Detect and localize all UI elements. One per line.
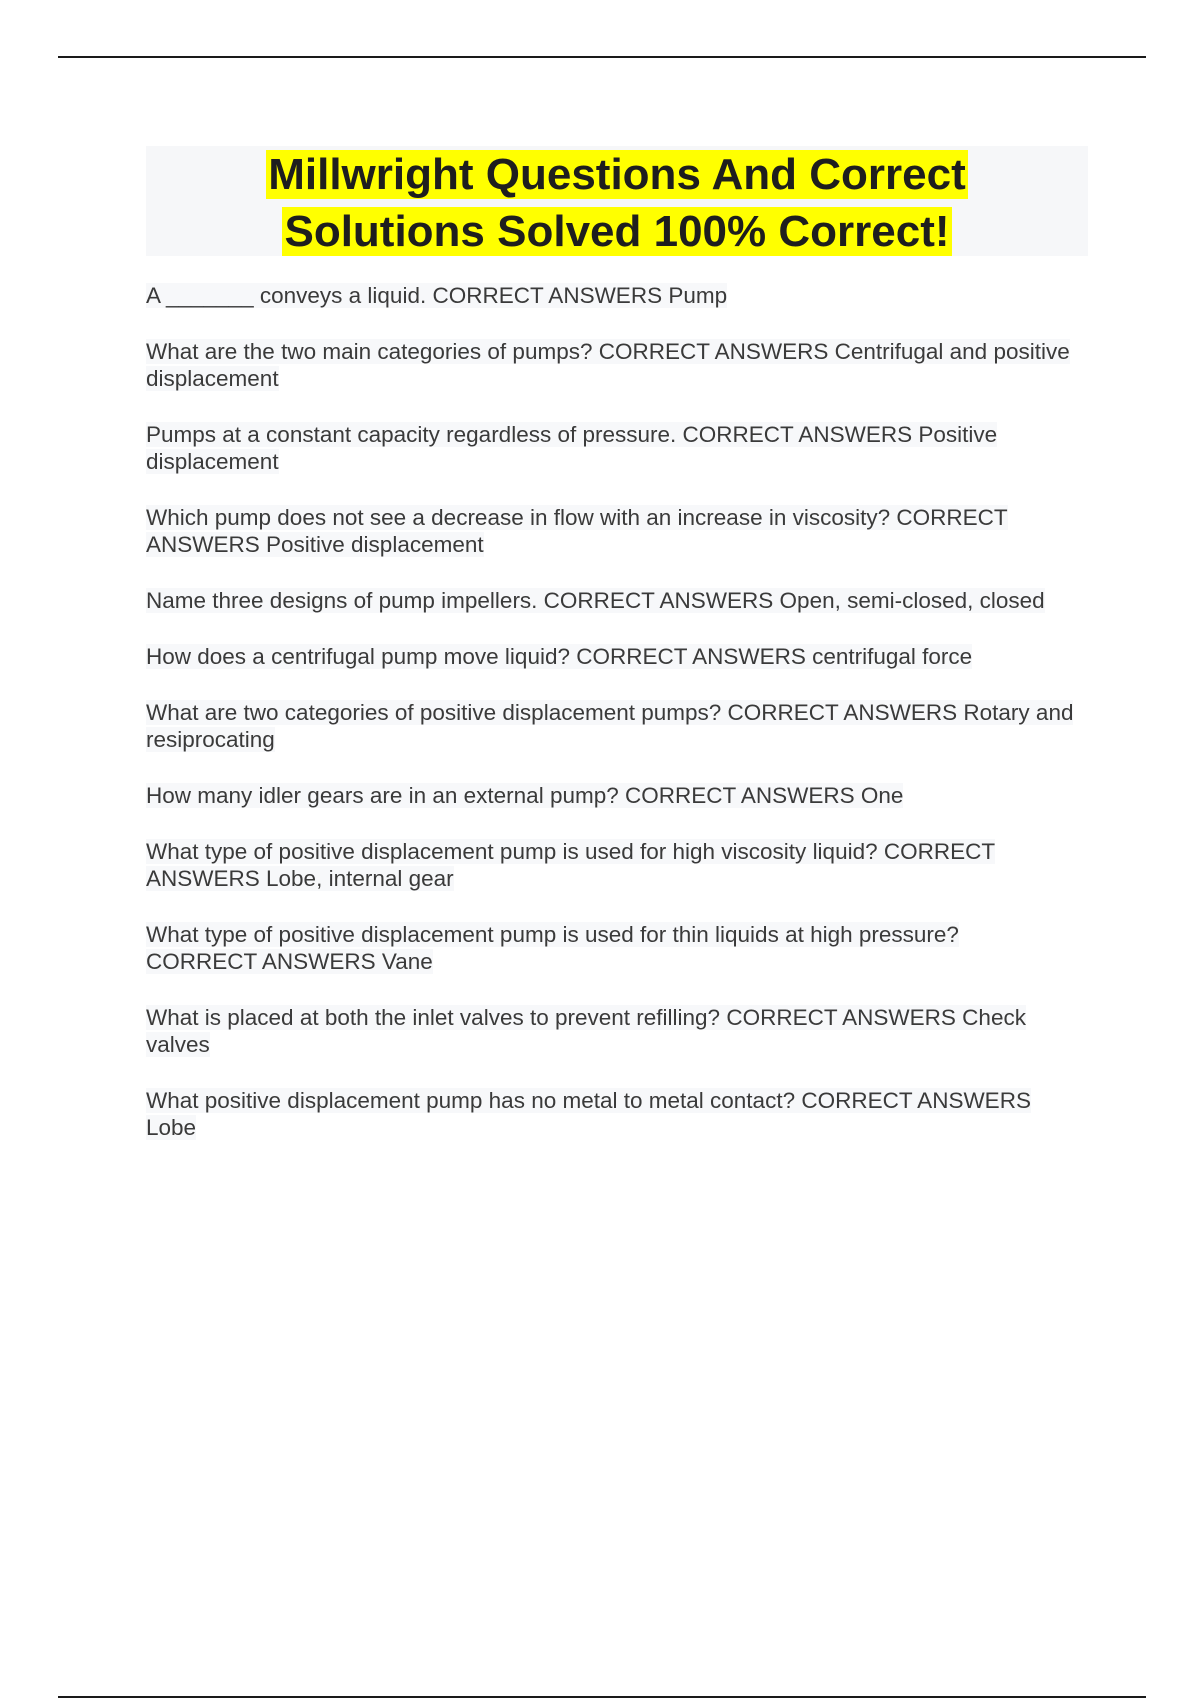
qa-item [146,1087,1076,1141]
page-title [146,146,1088,260]
qa-text: Which pump does not see a decrease in flow with an increase in viscosity? CORRECT ANSWERS Positive displacement [146,505,1008,557]
title-line-2: Solutions Solved 100% Correct! [284,207,950,256]
title-line-1: Millwright Questions And Correct [268,150,966,199]
qa-text: What is placed at both the inlet valves to prevent refilling? CORRECT ANSWERS Check valves [146,1005,1026,1057]
title-band [146,146,1088,256]
qa-text: What are two categories of positive displacement pumps? CORRECT ANSWERS Rotary and resiprocating [146,700,1074,752]
qa-item [146,838,1076,892]
qa-text: A _______ conveys a liquid. CORRECT ANSWERS Pump [146,283,728,308]
qa-item [146,643,1076,670]
qa-text: Pumps at a constant capacity regardless of pressure. CORRECT ANSWERS Positive displacement [146,422,998,474]
qa-text: What are the two main categories of pumps? CORRECT ANSWERS Centrifugal and positive displacement [146,339,1070,391]
qa-item [146,282,1076,309]
qa-text: Name three designs of pump impellers. CORRECT ANSWERS Open, semi-closed, closed [146,588,1045,613]
qa-item [146,1004,1076,1058]
qa-text: How many idler gears are in an external pump? CORRECT ANSWERS One [146,783,904,808]
top-rule [58,56,1146,58]
qa-item [146,921,1076,975]
bottom-rule [58,1696,1146,1698]
qa-item [146,338,1076,392]
qa-item [146,782,1076,809]
qa-item [146,699,1076,753]
qa-text: What type of positive displacement pump is used for thin liquids at high pressure? CORRECT ANSWERS Vane [146,922,959,974]
qa-item [146,587,1076,614]
qa-text: How does a centrifugal pump move liquid? CORRECT ANSWERS centrifugal force [146,644,973,669]
qa-item [146,421,1076,475]
qa-list [146,282,1076,1170]
qa-text: What type of positive displacement pump is used for high viscosity liquid? CORRECT ANSWERS Lobe, internal gear [146,839,996,891]
qa-text: What positive displacement pump has no metal to metal contact? CORRECT ANSWERS Lobe [146,1088,1031,1140]
qa-item [146,504,1076,558]
